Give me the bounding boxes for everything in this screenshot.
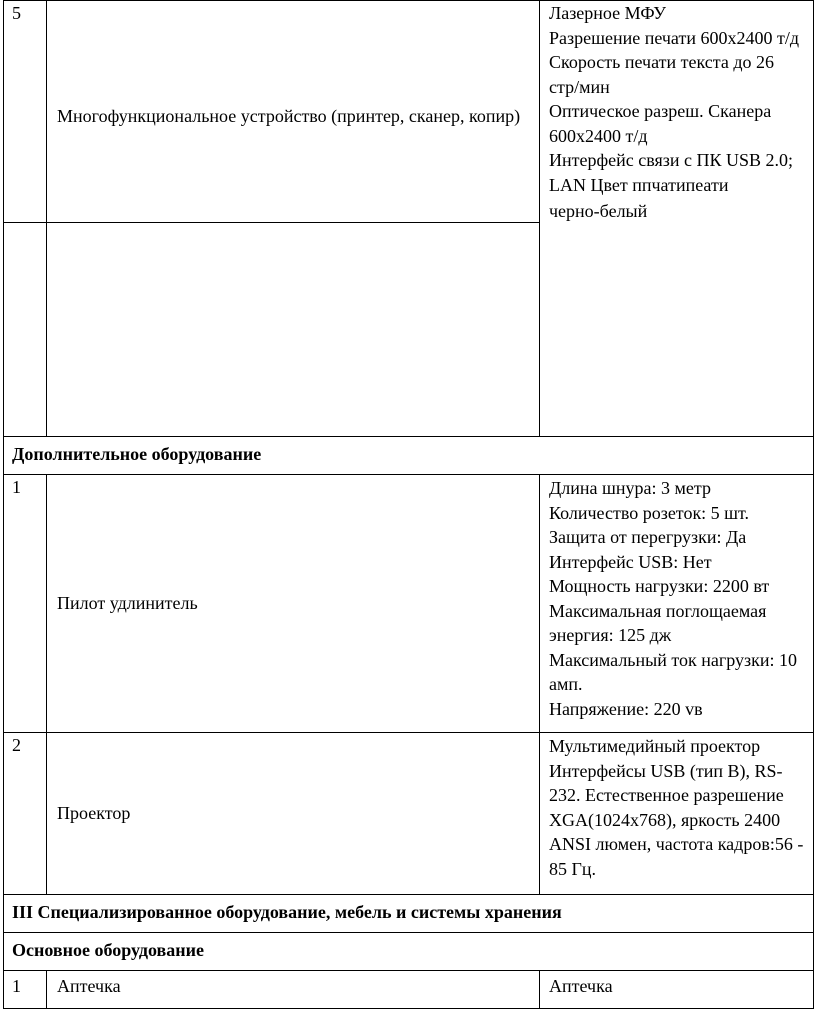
spec-line: Длина шнура: 3 метр [549,478,711,498]
item-name-cell [47,733,540,895]
spec-line: Интерфейс USB: Нет [549,551,712,572]
item-spec-cell [540,733,814,895]
section-heading [4,437,814,475]
row-number: 1 [12,477,21,497]
section-row [4,895,814,933]
section-title: Основное оборудование [12,940,205,960]
row-number-cell [4,733,47,895]
spec-line: Защита от перегрузки: Да [549,527,747,547]
equipment-table [3,0,814,1009]
spec-line: Лазерное МФУ [549,3,666,23]
row-number-cell [4,1,47,223]
table-row [4,733,814,895]
row-number-cell [4,971,47,1009]
table-row [4,971,814,1009]
section-title: III Специализированное оборудование, мебель и системы хранения [12,902,562,922]
spec-line: Напряжение: 220 vв [549,698,703,719]
spec-line: Максимальная поглощаемая энергия: 125 дж [549,600,767,645]
item-name: Пилот удлинитель [57,593,198,614]
row-number: 2 [12,735,21,755]
item-spec-cell [540,971,814,1009]
item-name-cell [47,475,540,733]
spec-line: Мультимедийный проектор Интерфейсы USB (тип B), RS-232. Естественное разрешение XGA(1024x768), яркость 2400 ANSI люмен, частота кадров:56 - 85 Гц. [549,736,804,879]
empty-cell [47,223,540,437]
section-heading [4,933,814,971]
spec-line: черно-белый [549,201,648,221]
item-name: Аптечка [57,976,121,996]
item-spec-cell [540,475,814,733]
row-number-cell [4,475,47,733]
spec-line: Интерфейс связи с ПК USB 2.0; LAN Цвет ппчатипеати [549,150,794,195]
spec-line: Оптическое разреш. Сканера 600х2400 т/д [549,101,772,146]
section-heading [4,895,814,933]
item-name: Проектор [57,803,131,824]
section-row [4,437,814,475]
spec-line: Скорость печати текста до 26 стр/мин [549,52,774,97]
spec-line: Количество розеток: 5 шт. [549,502,750,523]
spec-line: Разрешение печати 600х2400 т/д [549,27,799,48]
section-title: Дополнительное оборудование [12,444,262,464]
item-name-cell [47,1,540,223]
item-spec-cell [540,1,814,437]
section-row [4,933,814,971]
table-row [4,475,814,733]
empty-cell [4,223,47,437]
spec-line: Максимальный ток нагрузки: 10 амп. [549,649,798,694]
row-number: 5 [12,3,21,23]
row-number: 1 [12,976,21,996]
item-name-cell [47,971,540,1009]
table-row [4,1,814,223]
item-name: Многофункциональное устройство (принтер, сканер, копир) [57,106,521,127]
item-spec: Аптечка [549,976,613,996]
spec-line: Мощность нагрузки: 2200 вт [549,576,770,596]
